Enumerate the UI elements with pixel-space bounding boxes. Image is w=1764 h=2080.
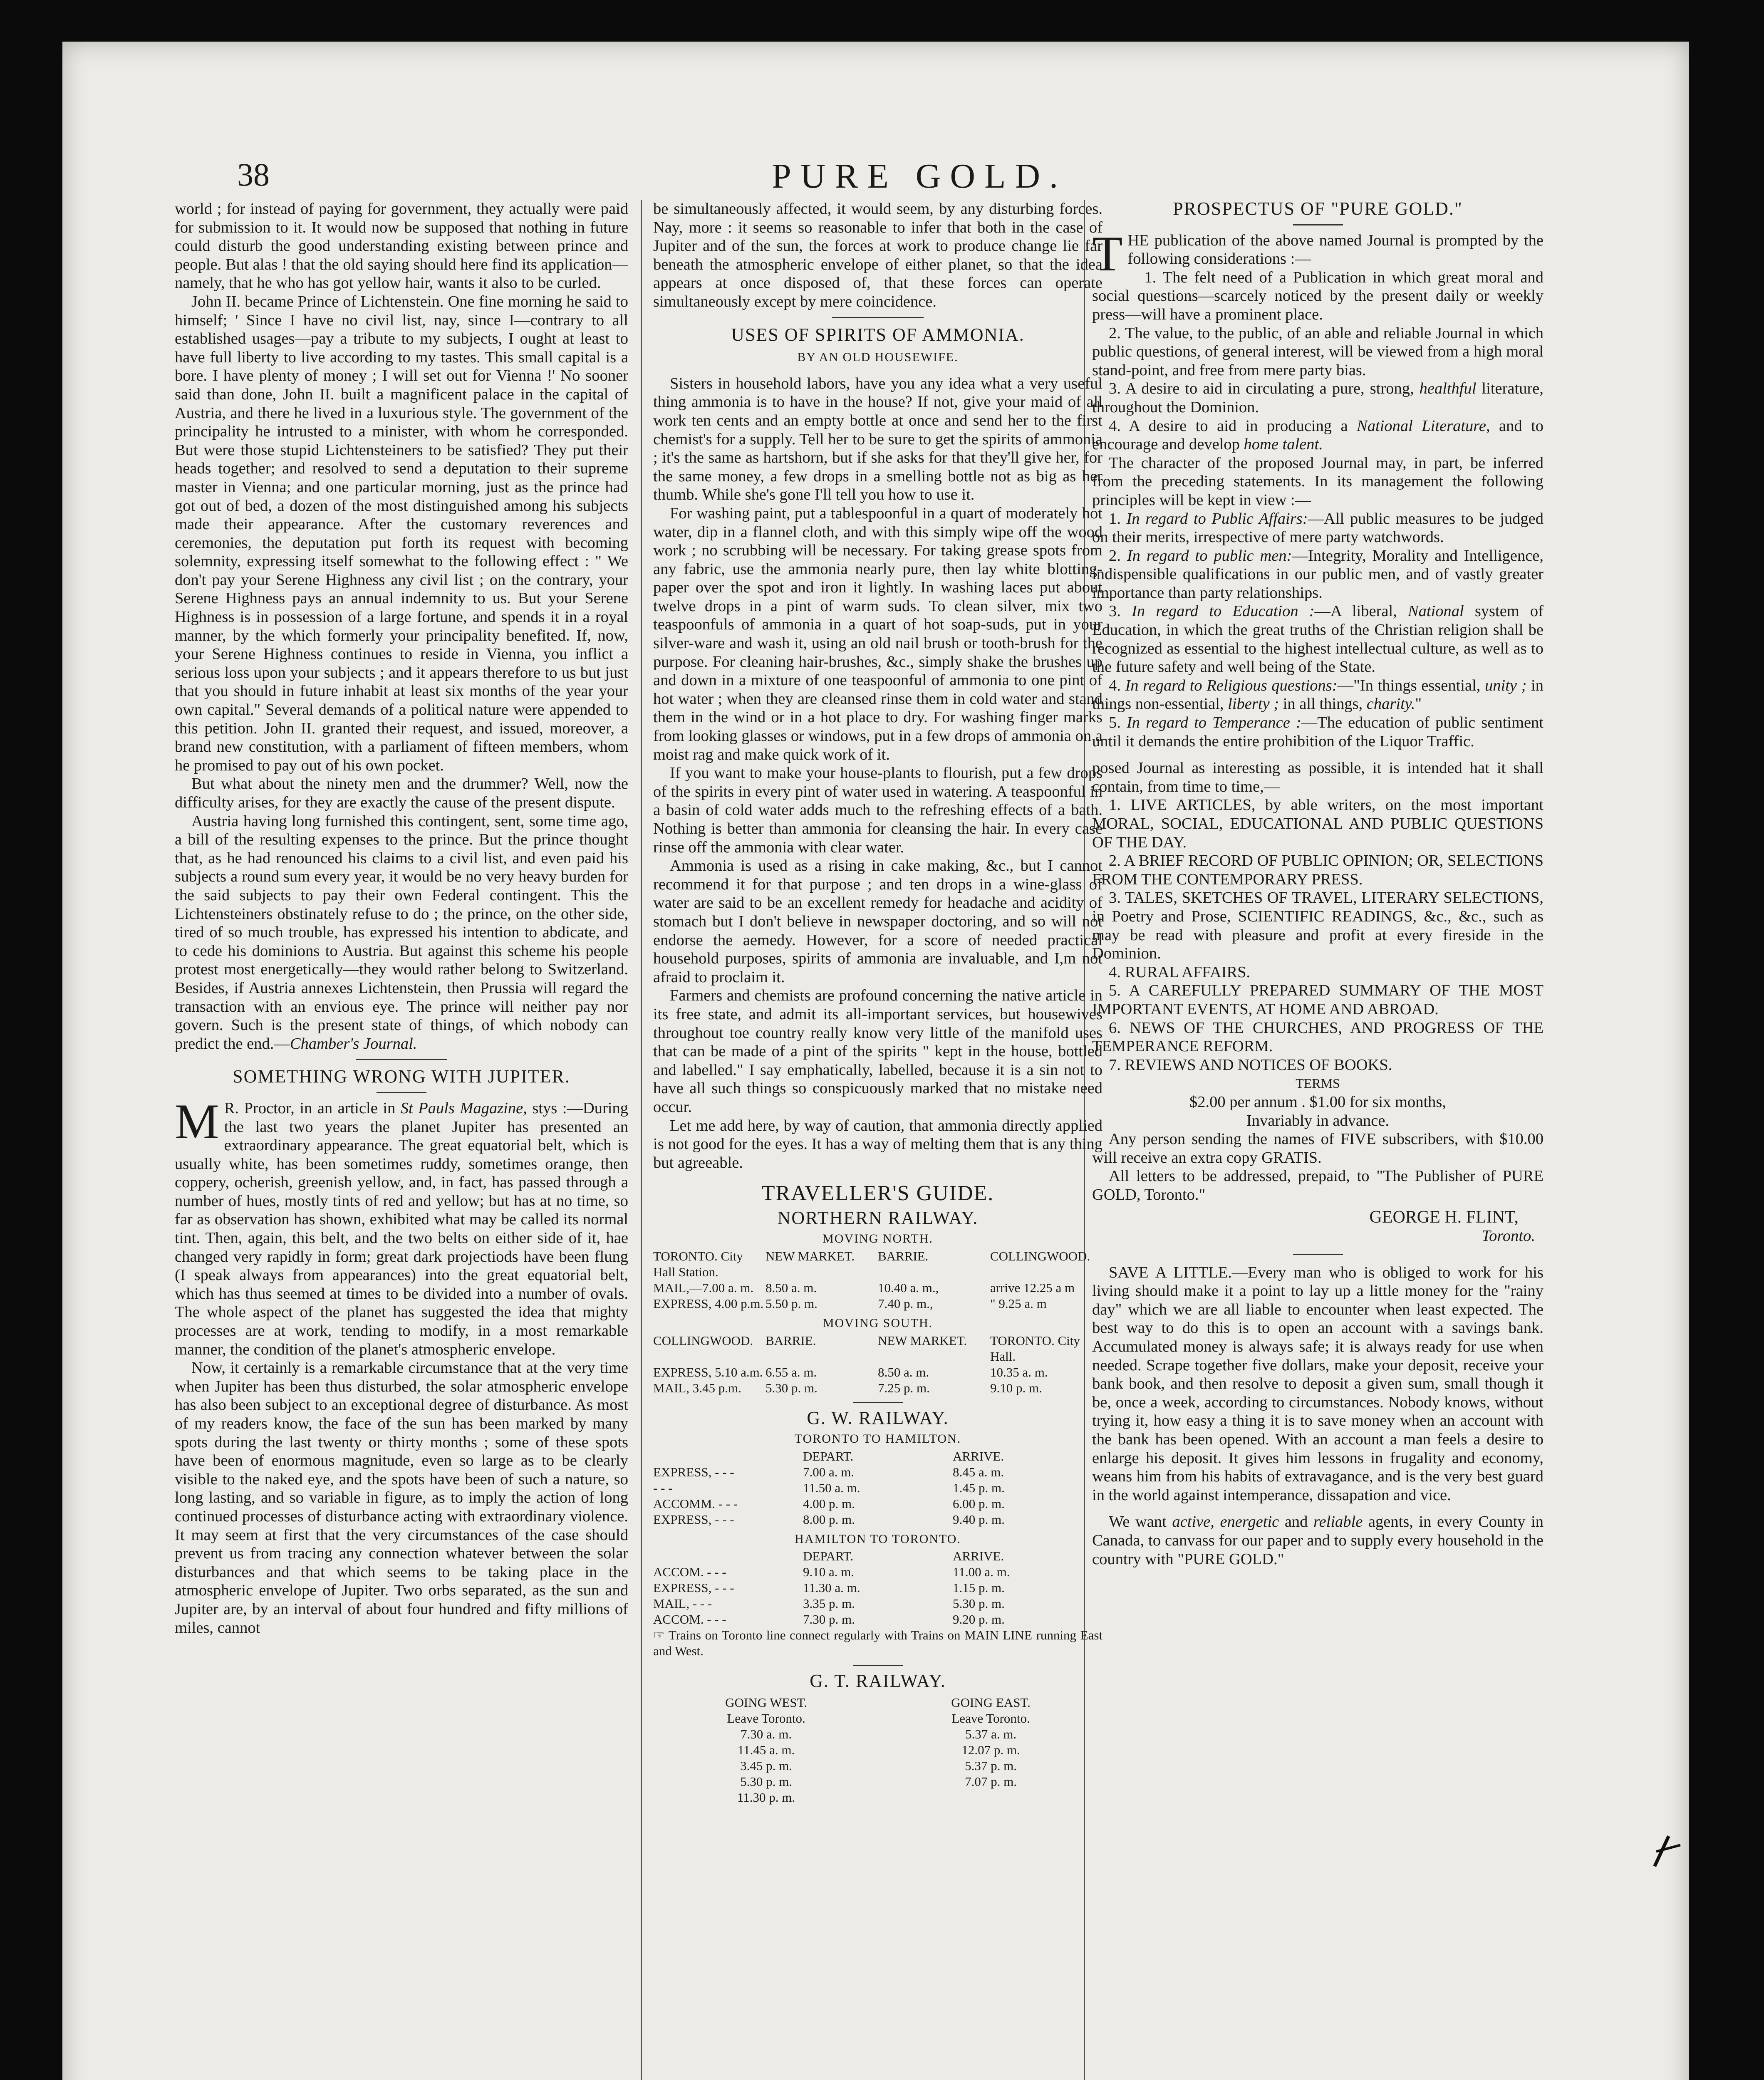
note-text: Trains on Toronto line connect regularly with Trains on MAIN LINE running East and West. xyxy=(653,1628,1102,1659)
section-label: MOVING NORTH. xyxy=(823,1232,933,1246)
cell: 9.10 a. m. xyxy=(803,1565,855,1580)
paragraph: Any person sending the names of FIVE subscribers, with $10.00 will receive an extra copy GRATIS. xyxy=(1092,1130,1544,1166)
timetable xyxy=(653,1548,1102,1627)
column-header: NEW MARKET. xyxy=(878,1333,967,1348)
timetable-row xyxy=(653,1380,1102,1396)
paragraph: world ; for instead of paying for government, they actually were paid for submission to it. It would now be supposed that nothing in future could disturb the good understanding existing between prince and people. But alas ! that the old saying should here find its application—namely, that he who has got yellow hair, wants it also to be curled. xyxy=(175,200,628,292)
cell: 3.45 p. m. xyxy=(740,1758,792,1773)
paragraph xyxy=(1092,510,1544,547)
cell: 1.45 p. m. xyxy=(953,1480,1005,1495)
cell: EXPRESS, - - - xyxy=(653,1464,734,1479)
paragraph xyxy=(1092,225,1544,281)
cell xyxy=(653,1449,803,1464)
section-label: TORONTO TO HAMILTON. xyxy=(794,1432,961,1446)
timetable-row xyxy=(653,1464,1102,1480)
section-label: MOVING SOUTH. xyxy=(823,1316,933,1330)
paragraph: Farmers and chemists are profound concerning the native article in its free state, and admit its all-important services, but housewives throughout toe country really know very little of the manifold uses that can be made of a pint of the spirits " kept in the house, bottled and labelled." I say emphatically, labelled, because it is a sin not to have all such things so conspicuously marked that no mistake need occur. xyxy=(653,987,1102,1116)
paragraph: posed Journal as interesting as possible, it is intended hat it shall contain, from time to time,— xyxy=(1092,759,1544,795)
emphasis: In regard to Temperance : xyxy=(1126,714,1301,732)
column-header: GOING EAST. xyxy=(951,1695,1031,1710)
timetable-row xyxy=(653,1596,1102,1612)
cell: EXPRESS, - - - xyxy=(653,1580,734,1595)
timetable-row xyxy=(653,1496,1102,1512)
emphasis: active, energetic xyxy=(1172,1513,1279,1531)
paragraph: If you want to make your house-plants to flourish, put a few drops of the spirits in every pint of water used in watering. A teaspoonful in a basin of cold water adds much to the refreshing effects of a bath. Nothing is better than ammonia for cleansing the hair. In every case rinse off the ammonia with clear water. xyxy=(653,764,1102,856)
paragraph: All letters to be addressed, prepaid, to "The Publisher of PURE GOLD, Toronto." xyxy=(1092,1167,1544,1203)
timetable-column-east xyxy=(951,1695,1031,1805)
timetable-column-west xyxy=(725,1695,807,1805)
paragraph: Now, it certainly is a remarkable circumstance that at the very time when Jupiter has been thus disturbed, the solar atmospheric envelope has also been subject to an exceptional degree of disturbance. As most of my readers know, the face of the sun has been marked by many spots during the last twenty or thirty months ; some of these spots have been of enormous magnitude, even so large as to be clearly visible to the naked eye, and the spots have been of such a nature, so long lasting, and so variable in figure, as to imply the action of long continued processes of disturbance acting with extraordinary violence. It may seem at first that the very circumstances of the case should prevent us from tracing any connection whatever between the solar disturbances and that which seems to be taking place in the atmospheric envelope of Jupiter. Two orbs separated, as the sun and Jupiter are, by an interval of about four hundred and fifty millions of miles, cannot xyxy=(175,1359,628,1637)
paragraph: Sisters in household labors, have you any idea what a very useful thing ammonia is to have in the house? If not, give your maid of all work ten cents and an empty bottle at once and send her to the first chemist's for a supply. Tell her to be sure to get the spirits of ammonia ; it's the same as hartshorn, but if she asks for that they'll give her, for the same money, a few drops in a smelling bottle not as big as her thumb. While she's gone I'll tell you how to use it. xyxy=(653,374,1102,504)
cell: EXPRESS, 4.00 p.m. xyxy=(653,1296,764,1311)
column-header: DEPART. xyxy=(803,1549,854,1564)
divider xyxy=(1293,1254,1343,1255)
price-line: $2.00 per annum . $1.00 for six months, xyxy=(1189,1093,1446,1111)
column-header: BARRIE. xyxy=(766,1333,816,1348)
magazine-name: St Pauls Magazine, xyxy=(400,1099,527,1117)
cell: - - - xyxy=(653,1480,673,1495)
timetable-header xyxy=(653,1449,1102,1464)
paragraph: be simultaneously affected, it would seem, by any disturbing forces. Nay, more : it seems so reasonable to infer that both in the case of Jupiter and of the sun, the forces at work to produce change lie far beneath the atmospheric envelope of either planet, so that the idea appears at once disposed of, that these forces can operate simultaneously except by mere coincidence. xyxy=(653,200,1102,310)
paragraph xyxy=(1092,547,1544,602)
timetable-header xyxy=(653,1333,1102,1364)
page-number: 38 xyxy=(237,156,270,193)
column-right xyxy=(1092,200,1544,2080)
cell: 9.20 p. m. xyxy=(953,1612,1005,1627)
drop-cap: M xyxy=(175,1093,219,1149)
cell: EXPRESS, - - - xyxy=(653,1512,734,1527)
cell: ACCOM. - - - xyxy=(653,1565,726,1580)
cell: EXPRESS, 5.10 a.m. xyxy=(653,1364,763,1379)
paragraph xyxy=(1092,379,1544,416)
paragraph: For washing paint, put a tablespoonful in a quart of moderately hot water, dip in a flannel cloth, and with this simply wipe off the wood work ; no scrubbing will be necessary. For taking grease spots from any fabric, use the ammonia nearly pure, then lay white blotting-paper over the spot and iron it lightly. In washing laces put about twelve drops in a pint of warm suds. To clean silver, mix two teaspoonfuls of ammonia in a quart of hot soap-suds, put in your silver-ware and wash it, using an old nail brush or tooth-brush for the purpose. For cleaning hair-brushes, &c., simply shake the brushes up and down in a mixture of one teaspoonful of ammonia to one pint of hot water ; when they are cleansed rinse them in cold water and stand them in the wind or in a hot place to dry. For washing finger marks from looking glasses or windows, put in a few drops of ammonia on a moist rag and make quick work of it. xyxy=(653,504,1102,763)
column-subheader: Leave Toronto. xyxy=(727,1711,805,1726)
cell: 5.30 p. m. xyxy=(740,1774,792,1789)
cell: 5.30 p. m. xyxy=(766,1380,818,1395)
column-header: DEPART. xyxy=(803,1449,854,1463)
column-header: TORONTO. City Hall. xyxy=(990,1333,1080,1364)
cell: ACCOM. - - - xyxy=(653,1612,726,1627)
paragraph: 1. The felt need of a Publication in which great moral and social questions—scarcely noticed by the present daily or weekly press—will have a prominent place. xyxy=(1092,268,1544,323)
divider xyxy=(853,1402,903,1403)
paragraph-text: HE publication of the above named Journal is prompted by the following considerations :— xyxy=(1127,231,1544,268)
byline: BY AN OLD HOUSEWIFE. xyxy=(797,350,959,364)
paragraph: But what about the ninety men and the drummer? Well, now the difficulty arises, for they are exactly the cause of the present dispute. xyxy=(175,775,628,811)
paragraph xyxy=(1092,713,1544,750)
paragraph-text: " xyxy=(1415,695,1422,713)
timetable xyxy=(653,1695,1102,1805)
column-header: ARRIVE. xyxy=(953,1449,1004,1463)
list-item: 7. REVIEWS AND NOTICES OF BOOKS. xyxy=(1109,1056,1392,1074)
list-item: 5. A CAREFULLY PREPARED SUMMARY OF THE MOST IMPORTANT EVENTS, AT HOME AND ABROAD. xyxy=(1092,982,1544,1018)
source-credit: Chamber's Journal. xyxy=(290,1035,417,1052)
paragraph-text: —The education of public sentiment until it demands the entire prohibition of the Liquor Traffic. xyxy=(1092,714,1544,750)
emphasis: In regard to Education : xyxy=(1132,602,1315,620)
cell: 5.37 p. m. xyxy=(965,1758,1017,1773)
paragraph-text: 5. xyxy=(1109,714,1127,732)
paragraph-text: system of Education, in which the great truths of the Christian religion shall be recognized as essential to the highest intellectual culture, as well as to the future safety and well being of the State. xyxy=(1092,602,1544,676)
cell: " 9.25 a. m xyxy=(990,1296,1047,1311)
cell: 11.45 a. m. xyxy=(737,1743,795,1758)
paragraph-lead: SAVE A LITTLE. xyxy=(1109,1263,1232,1281)
section-label: HAMILTON TO TORONTO. xyxy=(795,1532,961,1546)
signature-place: Toronto. xyxy=(1482,1227,1535,1245)
cell: 5.30 p. m. xyxy=(953,1596,1005,1611)
paragraph-text: literature, throughout the Dominion. xyxy=(1092,380,1544,416)
cell: 9.10 p. m. xyxy=(990,1380,1042,1395)
emphasis: National xyxy=(1407,602,1464,620)
divider xyxy=(832,317,924,318)
cell xyxy=(653,1548,803,1564)
column-subheader: Leave Toronto. xyxy=(951,1711,1030,1726)
article-heading: SOMETHING WRONG WITH JUPITER. xyxy=(233,1066,570,1087)
paragraph-text: and xyxy=(1279,1513,1314,1531)
column-header: COLLINGWOOD. xyxy=(653,1333,753,1348)
paragraph-text: R. Proctor, in an article in xyxy=(224,1099,401,1117)
paragraph-text: in things non-essential, xyxy=(1092,676,1544,713)
cell: 11.00 a. m. xyxy=(953,1565,1010,1580)
timetable xyxy=(653,1333,1102,1396)
cell: 7.25 p. m. xyxy=(878,1380,930,1395)
cell: MAIL, - - - xyxy=(653,1596,712,1611)
cell: arrive 12.25 a m xyxy=(990,1280,1075,1295)
cell: 11.30 a. m. xyxy=(803,1580,860,1595)
paragraph: Ammonia is used as a rising in cake making, &c., but I cannot recommend it for that purpose ; and ten drops in a wine-glass of water are said to be an excellent remedy for headache and acidity of stomach but I don't believe in newspaper doctoring, and so will not endorse the aemedy. However, for a score of needed practical household purposes, spirits of ammonia are invaluable, and I,m not afraid to proclaim it. xyxy=(653,857,1102,986)
column-rule xyxy=(641,200,642,2080)
timetable-row xyxy=(653,1480,1102,1496)
paragraph xyxy=(1092,676,1544,713)
cell: 8.50 a. m. xyxy=(878,1364,929,1379)
cell: 7.00 a. m. xyxy=(803,1464,855,1479)
timetable-row xyxy=(653,1296,1102,1312)
cell: 12.07 p. m. xyxy=(961,1743,1020,1758)
railway-title: G. W. RAILWAY. xyxy=(807,1407,949,1428)
timetable xyxy=(653,1248,1102,1312)
article-heading: USES OF SPIRITS OF AMMONIA. xyxy=(731,324,1025,345)
emphasis: In regard to public men: xyxy=(1127,547,1292,565)
cell: 7.40 p. m., xyxy=(878,1296,933,1311)
emphasis: reliable xyxy=(1313,1513,1363,1531)
timetable-row xyxy=(653,1512,1102,1528)
paragraph-text: 3. xyxy=(1109,602,1132,620)
list-item: 2. A BRIEF RECORD OF PUBLIC OPINION; OR, SELECTIONS FROM THE CONTEMPORARY PRESS. xyxy=(1092,852,1544,888)
cell: ACCOMM. - - - xyxy=(653,1496,738,1511)
emphasis: charity. xyxy=(1366,695,1415,713)
cell: 10.40 a. m., xyxy=(878,1280,939,1295)
timetable-row xyxy=(653,1364,1102,1380)
paragraph: 2. The value, to the public, of an able and reliable Journal in which public questions, of general interest, will be viewed from a high moral stand-point, and free from mere party bias. xyxy=(1092,324,1544,379)
cell: 8.50 a. m. xyxy=(766,1280,817,1295)
railway-title: NORTHERN RAILWAY. xyxy=(777,1207,979,1228)
paragraph-text: —Integrity, Morality and Intelligence, indispensible qualifications in our public men, and of vastly greater importance than party relationships. xyxy=(1092,547,1544,602)
paragraph xyxy=(1092,602,1544,676)
paragraph xyxy=(1092,1513,1544,1568)
column-header: COLLINGWOOD. xyxy=(990,1249,1090,1264)
cell: 8.45 a. m. xyxy=(953,1464,1004,1479)
prospectus-heading: PROSPECTUS OF "PURE GOLD." xyxy=(1173,200,1463,219)
paragraph-text: 4. A desire to aid in producing a xyxy=(1109,417,1357,435)
list-item: 3. TALES, SKETCHES OF TRAVEL, LITERARY SELECTIONS, in Poetry and Prose, SCIENTIFIC READINGS, &c., &c., such as may be read with pleasure and profit at every fireside in the Dominion. xyxy=(1092,889,1544,963)
paragraph-text: Austria having long furnished this contingent, sent, some time ago, a bill of the resulting expenses to the prince. But the prince thought that, as he had renounced his claims to a civil list, and even paid his subjects a round sum every year, it would be no very heavy burden for the said subjects to pay their own Federal contingent. This the Lichtensteiners obstinately refuse to do ; the prince, on the other side, tired of so much trouble, has expressed his intention to abdicate, and to cede his dominions to Austria. But against this scheme his people protest most energetically—they would rather belong to Switzerland. Besides, if Austria annexes Lichtenstein, then Prussia will regard the transaction with an envious eye. The prince will neither pay nor govern. Such is the present state of things, of which nobody can predict the end.— xyxy=(175,812,628,1052)
emphasis: In regard to Religious questions: xyxy=(1125,676,1338,694)
list-item: 4. RURAL AFFAIRS. xyxy=(1109,963,1251,981)
cell: 4.00 p. m. xyxy=(803,1496,855,1511)
column-header: GOING WEST. xyxy=(725,1695,808,1710)
cell: 7.30 p. m. xyxy=(803,1612,855,1627)
cell: 1.15 p. m. xyxy=(953,1580,1005,1595)
pointing-hand-icon: ☞ xyxy=(653,1628,669,1643)
emphasis: healthful xyxy=(1419,380,1477,398)
paragraph-text: 1. xyxy=(1109,510,1127,527)
paragraph xyxy=(1092,1263,1544,1505)
cell: 8.00 p. m. xyxy=(803,1512,855,1527)
cell: MAIL, 3.45 p.m. xyxy=(653,1380,741,1395)
paragraph: The character of the proposed Journal may, in part, be inferred from the preceding statements. In its management the following principles will be kept in view :— xyxy=(1092,454,1544,509)
cell: 10.35 a. m. xyxy=(990,1364,1048,1379)
column-middle xyxy=(653,200,1102,2080)
column-header: NEW MARKET. xyxy=(766,1249,855,1264)
paragraph xyxy=(175,812,628,1053)
cell: 7.30 a. m. xyxy=(741,1727,792,1742)
paragraph-text: We want xyxy=(1109,1513,1172,1531)
timetable-note xyxy=(653,1627,1102,1659)
column-left xyxy=(175,200,628,2080)
paragraph-text: —"In things essential, xyxy=(1337,676,1485,694)
cell: 5.50 p. m. xyxy=(766,1296,818,1311)
column-header: ARRIVE. xyxy=(953,1549,1004,1564)
advance-line: Invariably in advance. xyxy=(1246,1112,1390,1129)
travellers-guide-title: TRAVELLER'S GUIDE. xyxy=(761,1181,994,1206)
column-header: BARRIE. xyxy=(878,1249,929,1264)
timetable-header xyxy=(653,1248,1102,1280)
cell: 11.30 p. m. xyxy=(737,1790,795,1805)
cell: 3.35 p. m. xyxy=(803,1596,855,1611)
paragraph-text: —All public measures to be judged on their merits, irrespective of mere party watchwords. xyxy=(1092,510,1544,546)
timetable xyxy=(653,1449,1102,1528)
paragraph: John II. became Prince of Lichtenstein. One fine morning he said to himself; ' Since I have no civil list, nay, since I—contrary to all established usages—pay a tribute to my subjects, I ought at least to have full liberty to live according to my tastes. This small capital is a bore. I have plenty of money ; I will set out for Vienna !' No sooner said than done, John II. built a magnificent palace in the capital of Austria, and there he lived in a luxurious style. The government of the principality he intrusted to a minister, with whom he corresponded. But were those stupid Lichtensteiners to be satisfied? They put their heads together; and resolved to send a deputation to their supreme master in Vienna; and one particular morning, just as the prince had got out of bed, a dozen of the most distinguished among his subjects made their appearance. After the customary reverences and ceremonies, the deputation put forth its request with becoming solemnity, expressing itself somewhat to the following effect : " We don't pay your Serene Highness any civil list ; on the contrary, your Serene Highness pays an annual indemnity to us. But your Serene Highness is in possession of a large fortune, and spends it in a royal manner, by the which formerly your principality benefited. If, now, your Serene Highness continues to reside in Vienna, you inflict a serious loss upon your subjects ; and it appears therefore to us but just that you should in future inhabit at least six months of the year your own capital." Several demands of a political nature were appended to this petition. John II. granted their request, and issued, moreover, a brand new constitution, with a parliament of fifteen members, whom he promised to pay out of his own pocket. xyxy=(175,292,628,774)
paragraph-text: 3. A desire to aid in circulating a pure, strong, xyxy=(1109,380,1420,398)
paragraph-text: 4. xyxy=(1109,676,1125,694)
cell: 6.00 p. m. xyxy=(953,1496,1005,1511)
timetable-row xyxy=(653,1612,1102,1627)
cell: 7.07 p. m. xyxy=(965,1774,1017,1789)
emphasis: National Literature, xyxy=(1357,417,1490,435)
paragraph-text: and to encourage and develop xyxy=(1092,417,1544,453)
emphasis: home talent. xyxy=(1244,436,1323,453)
terms-heading: TERMS xyxy=(1296,1076,1340,1091)
cell: 11.50 a. m. xyxy=(803,1480,860,1495)
divider xyxy=(377,1092,426,1093)
paragraph-text: stys :—During the last two years the planet Jupiter has presented an extraordinary appearance. The great equatorial belt, which is usually white, has been sometimes ruddy, sometimes orange, then coppery, ocherish, greenish yellow, and, in fact, has passed through a number of hues, mostly tints of red and yellow; but has at no time, so far as observation has shown, exhibited what may be called its normal tint. Then, again, this belt, and the two belts on either side of it, hae changed very rapidly in form; great dark projectiods have been flung (I speak always from appearances) into the great equatorial belt, which has thus seemed at times to be divided into a number of ovals. The whole aspect of the planet has suggested the idea that mighty processes are at work, tending to modify, in a most remarkable manner, the condition of the planet's atmospheric envelope. xyxy=(175,1099,628,1358)
divider xyxy=(356,1059,447,1060)
paragraph-text: —Every man who is obliged to work for his living should make it a point to lay up a little money for the "rainy day" which we are all liable to encounter when least expected. The best way to do this is to open an account with a savings bank. Accumulated money is always safe; it is always ready for use when needed. Scrape together five dollars, make your deposit, receive your bank book, and then resolve to deposit a given sum, small though it be, once a week, according to circumstances. Nobody knows, without trying it, how easy a thing it is to save money when an account with the bank has been opened. With an account a man feels a desire to enlarge his deposit. It gives him lessons in frugality and economy, weans him from his habits of extravagance, and is the very best guard in the world against intemperance, dissapation and vice. xyxy=(1092,1263,1544,1504)
divider xyxy=(853,1665,903,1666)
paragraph xyxy=(1092,417,1544,454)
paragraph-text: —A liberal, xyxy=(1314,602,1408,620)
cell: 9.40 p. m. xyxy=(953,1512,1005,1527)
page-title: PURE GOLD. xyxy=(771,157,1067,196)
cell: MAIL,—7.00 a. m. xyxy=(653,1280,754,1295)
paragraph: Let me add here, by way of caution, that ammonia directly applied is not good for the eyes. It has a way of melting them that is any thing but agreeable. xyxy=(653,1117,1102,1171)
paragraph-text: in all things, xyxy=(1279,695,1367,713)
emphasis: In regard to Public Affairs: xyxy=(1126,510,1308,527)
timetable-row xyxy=(653,1564,1102,1580)
cell: 5.37 a. m. xyxy=(965,1727,1017,1742)
timetable-row xyxy=(653,1280,1102,1296)
paragraph-text: agents, in every County in Canada, to canvass for our paper and to supply every household in the country with "PURE GOLD." xyxy=(1092,1513,1544,1568)
emphasis: unity ; xyxy=(1485,676,1527,694)
cell: 6.55 a. m. xyxy=(766,1364,817,1379)
emphasis: liberty ; xyxy=(1228,695,1279,713)
timetable-row xyxy=(653,1580,1102,1596)
list-item: 6. NEWS OF THE CHURCHES, AND PROGRESS OF THE TEMPERANCE REFORM. xyxy=(1092,1019,1544,1055)
timetable-header xyxy=(653,1548,1102,1564)
drop-cap: T xyxy=(1092,225,1123,281)
paragraph-text: 2. xyxy=(1109,547,1127,565)
list-item: 1. LIVE ARTICLES, by able writers, on the most important MORAL, SOCIAL, EDUCATIONAL AND PUBLIC QUESTIONS OF THE DAY. xyxy=(1092,796,1544,851)
signature-name: GEORGE H. FLINT, xyxy=(1369,1208,1519,1227)
divider xyxy=(1293,224,1343,225)
paragraph xyxy=(175,1093,628,1359)
column-header: TORONTO. City Hall Station. xyxy=(653,1249,743,1280)
railway-title: G. T. RAILWAY. xyxy=(810,1671,946,1691)
